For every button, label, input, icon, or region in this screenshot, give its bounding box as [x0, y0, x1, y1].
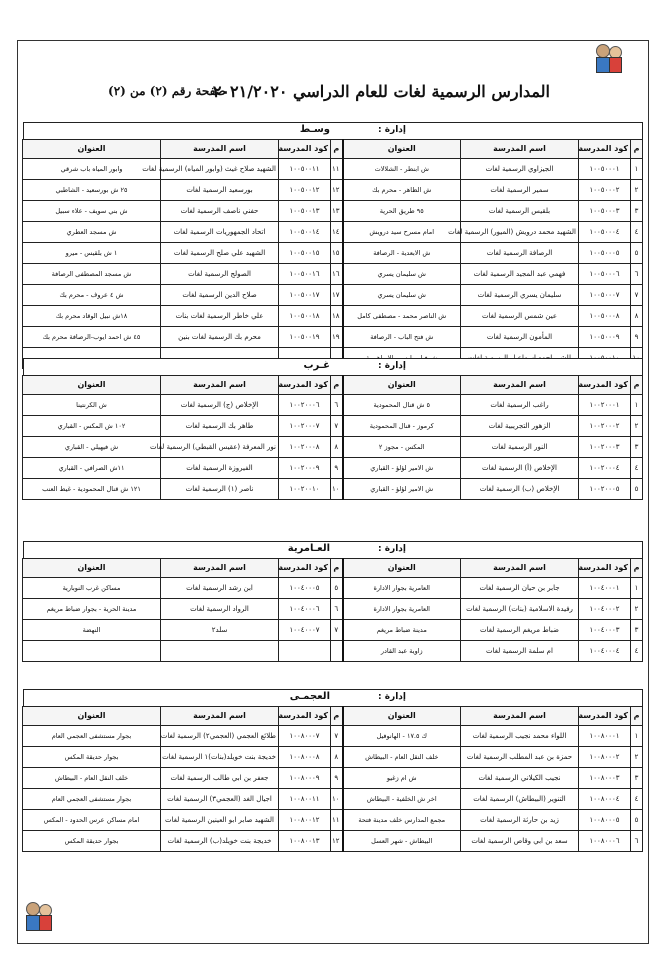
- cell-address: العامرية بجوار الادارة: [343, 599, 461, 620]
- cell-num: ٥: [331, 578, 343, 599]
- cell-code: ١٠٠٥٠٠١٧: [279, 285, 331, 306]
- section-2: [23, 358, 643, 500]
- cell-school-name: الإخلاص (ب) الرسمية لغات: [461, 479, 579, 500]
- column-header-school: اسم المدرسة: [161, 707, 279, 726]
- cell-address: ش ٤ عروف - محرم بك: [23, 285, 161, 306]
- cell-address: ش الكرنتينا: [23, 395, 161, 416]
- column-header-address: العنوان: [343, 376, 461, 395]
- cell-code: ١٠٠٢٠٠٠١: [579, 395, 631, 416]
- cell-address: ش فتح الباب - الرصافة: [343, 327, 461, 348]
- cell-num: ١: [631, 578, 643, 599]
- cell-code: ١٠٠٨٠٠٠٨: [279, 747, 331, 768]
- cell-address: ١٠٢ ش المكس - القباري: [23, 416, 161, 437]
- table-row: [23, 201, 643, 222]
- cell-school-name: الشهيد صابر ابو العينين الرسمية لغات: [161, 810, 279, 831]
- table-row: [23, 159, 643, 180]
- column-header-school: اسم المدرسة: [161, 140, 279, 159]
- cell-school-name: نور المعرفة (عقيس القبطي) الرسمية لغات: [161, 437, 279, 458]
- cell-school-name: التنوير (البيطاش) الرسمية لغات: [461, 789, 579, 810]
- cell-code: ١٠٠٨٠٠٠٢: [579, 747, 631, 768]
- cell-code: ١٠٠٥٠٠١١: [279, 159, 331, 180]
- cell-code: ١٠٠٢٠٠٠٨: [279, 437, 331, 458]
- cell-school-name: الإخلاص (ج) الرسمية لغات: [161, 395, 279, 416]
- cell-num: ١٤: [331, 222, 343, 243]
- cell-code: ١٠٠٤٠٠٠٦: [279, 599, 331, 620]
- column-header-m: م: [631, 376, 643, 395]
- cell-school-name: الرصافة الرسمية لغات: [461, 243, 579, 264]
- cell-num: ٧: [331, 416, 343, 437]
- table-row: [23, 180, 643, 201]
- cell-num: ٦: [631, 831, 643, 852]
- cell-school-name: سليمان يسري الرسمية لغات: [461, 285, 579, 306]
- table-row: [23, 768, 643, 789]
- cell-num: ١٨: [331, 306, 343, 327]
- column-header-code: كود المدرسة: [579, 707, 631, 726]
- section-1: [23, 122, 643, 369]
- cell-address: ١ ش بلقيس - ميرو: [23, 243, 161, 264]
- cell-code: ١٠٠٢٠٠٠٤: [579, 458, 631, 479]
- cell-code: ١٠٠٢٠٠٠٣: [579, 437, 631, 458]
- column-header-address: العنوان: [23, 707, 161, 726]
- table-row: [23, 641, 643, 662]
- cell-num: ٥: [631, 810, 643, 831]
- cell-code: ١٠٠٥٠٠١٦: [279, 264, 331, 285]
- cell-address: ١١ش الصرافي - القباري: [23, 458, 161, 479]
- table-row: [23, 437, 643, 458]
- cell-school-name: زيد بن حارثة الرسمية لغات: [461, 810, 579, 831]
- table-row: [23, 620, 643, 641]
- cell-code: ١٠٠٥٠٠٠٣: [579, 201, 631, 222]
- cell-school-name: ابن رشد الرسمية لغات: [161, 578, 279, 599]
- cell-num: ٧: [331, 620, 343, 641]
- cell-school-name: جعفر بن ابي طالب الرسمية لغات: [161, 768, 279, 789]
- cell-address: ش فيهيلي - القباري: [23, 437, 161, 458]
- column-header-m: م: [331, 559, 343, 578]
- column-header-school: اسم المدرسة: [461, 707, 579, 726]
- cell-address: كرموز - قنال المحمودية: [343, 416, 461, 437]
- column-header-school: اسم المدرسة: [461, 140, 579, 159]
- table-row: [23, 264, 643, 285]
- cell-num: ٣: [631, 201, 643, 222]
- page-title: المدارس الرسمية لغات للعام الدراسي ٢٠٢١/٢٠٢٠: [212, 82, 550, 101]
- cell-num: ٩: [631, 327, 643, 348]
- school-logo-top: [592, 42, 626, 78]
- cell-school-name: طلائع العجمي (العجمي٢) الرسمية لغات: [161, 726, 279, 747]
- cell-num: ١٧: [331, 285, 343, 306]
- cell-address: مجمع المدارس خلف مدينة فتحة: [343, 810, 461, 831]
- table-row: [23, 747, 643, 768]
- cell-num: ١: [631, 159, 643, 180]
- cell-school-name: رفيدة الاسلامية (بنات) الرسمية لغات: [461, 599, 579, 620]
- header-row: [23, 140, 643, 159]
- column-header-address: العنوان: [343, 559, 461, 578]
- table-row: [23, 222, 643, 243]
- cell-school-name: اللواء محمد نجيب الرسمية لغات: [461, 726, 579, 747]
- cell-num: ٨: [631, 306, 643, 327]
- cell-address: النهضة: [23, 620, 161, 641]
- section-header: [23, 122, 643, 139]
- cell-num: ٢: [631, 180, 643, 201]
- cell-address: ش ام زغيو: [343, 768, 461, 789]
- idara-name: غـرب: [303, 360, 330, 371]
- cell-code: ١٠٠٥٠٠٠٩: [579, 327, 631, 348]
- cell-code: ١٠٠٤٠٠٠٣: [579, 620, 631, 641]
- idara-name: العجمـى: [289, 691, 330, 702]
- cell-address: خلف النقل العام - البيطاش: [343, 747, 461, 768]
- cell-code: ١٠٠٥٠٠٠٢: [579, 180, 631, 201]
- cell-address: المكس - مجوز ٢: [343, 437, 461, 458]
- section-header: [23, 358, 643, 375]
- cell-code: ١٠٠٥٠٠١٨: [279, 306, 331, 327]
- cell-code: ١٠٠٨٠٠٠٧: [279, 726, 331, 747]
- cell-num: [331, 641, 343, 662]
- schools-table: [22, 139, 643, 369]
- cell-num: ٦: [331, 395, 343, 416]
- section-4: [23, 689, 643, 852]
- cell-address: امام مساكن عرس الحدود - المكس: [23, 810, 161, 831]
- cell-address: ك ١٧.٥ - الهانوفيل: [343, 726, 461, 747]
- table-row: [23, 599, 643, 620]
- section-header: [23, 689, 643, 706]
- column-header-m: م: [631, 140, 643, 159]
- cell-code: ١٠٠٥٠٠١٤: [279, 222, 331, 243]
- header-row: [23, 559, 643, 578]
- cell-num: ٢: [631, 747, 643, 768]
- cell-school-name: بلقيس الرسمية لغات: [461, 201, 579, 222]
- idara-label: إدارة :: [377, 692, 406, 702]
- cell-code: ١٠٠٥٠٠٠٨: [579, 306, 631, 327]
- cell-address: ٢٥ ش بورسعيد - الشاطبي: [23, 180, 161, 201]
- cell-address: اخر ش الخلفية - البيطاش: [343, 789, 461, 810]
- cell-num: ٣: [631, 620, 643, 641]
- cell-code: ١٠٠٨٠٠٠٤: [579, 789, 631, 810]
- cell-address: ش الظاهر - محرم بك: [343, 180, 461, 201]
- table-row: [23, 285, 643, 306]
- table-row: [23, 458, 643, 479]
- cell-school-name: الشهيد صلاح غيث (وابور المياه) الرسمية لغات: [161, 159, 279, 180]
- table-row: [23, 789, 643, 810]
- cell-school-name: المأمون الرسمية لغات: [461, 327, 579, 348]
- cell-num: ٤: [631, 458, 643, 479]
- cell-num: ١: [631, 726, 643, 747]
- cell-num: ١٠: [331, 789, 343, 810]
- cell-num: ٨: [331, 437, 343, 458]
- column-header-address: العنوان: [23, 140, 161, 159]
- school-logo-bottom: [22, 900, 56, 936]
- cell-address: ش ابنطر - الشلالات: [343, 159, 461, 180]
- cell-num: ٩: [331, 768, 343, 789]
- cell-school-name: عين شمس الرسمية لغات: [461, 306, 579, 327]
- table-row: [23, 395, 643, 416]
- cell-school-name: فهمي عبد المجيد الرسمية لغات: [461, 264, 579, 285]
- cell-address: ش سليمان يسري: [343, 285, 461, 306]
- cell-num: ٣: [631, 768, 643, 789]
- cell-code: ١٠٠٢٠٠٠٧: [279, 416, 331, 437]
- cell-num: ٣: [631, 437, 643, 458]
- cell-school-name: الجيزاوي الرسمية لغات: [461, 159, 579, 180]
- cell-code: ١٠٠٢٠٠٠٢: [579, 416, 631, 437]
- column-header-code: كود المدرسة: [279, 376, 331, 395]
- cell-num: ٥: [631, 479, 643, 500]
- cell-code: ١٠٠٤٠٠٠٧: [279, 620, 331, 641]
- cell-num: ١٢: [331, 831, 343, 852]
- cell-num: ٩: [331, 458, 343, 479]
- cell-school-name: حفني ناصف الرسمية لغات: [161, 201, 279, 222]
- cell-address: مساكن غرب النوبارية: [23, 578, 161, 599]
- cell-school-name: سعد بن ابي وقاص الرسمية لغات: [461, 831, 579, 852]
- cell-school-name: خديجة بنت خويلد(بنات)١ الرسمية لغات: [161, 747, 279, 768]
- cell-num: ١١: [331, 810, 343, 831]
- schools-table: [22, 375, 643, 500]
- column-header-m: م: [331, 707, 343, 726]
- cell-address: ش الابعدية - الرصافة: [343, 243, 461, 264]
- cell-code: ١٠٠٨٠٠١٣: [279, 831, 331, 852]
- cell-school-name: طاهر بك الرسمية لغات: [161, 416, 279, 437]
- cell-code: ١٠٠٥٠٠١٩: [279, 327, 331, 348]
- cell-school-name: علي خاطر الرسمية لغات بنات: [161, 306, 279, 327]
- cell-num: ١٠: [331, 479, 343, 500]
- cell-num: ٢: [631, 599, 643, 620]
- column-header-address: العنوان: [343, 140, 461, 159]
- column-header-school: اسم المدرسة: [161, 559, 279, 578]
- column-header-code: كود المدرسة: [579, 559, 631, 578]
- cell-code: ١٠٠٥٠٠٠١: [579, 159, 631, 180]
- idara-label: إدارة :: [377, 361, 406, 371]
- column-header-m: م: [631, 559, 643, 578]
- schools-table: [22, 558, 643, 662]
- cell-code: ١٠٠٨٠٠١١: [279, 789, 331, 810]
- cell-address: ٩٥ طريق الحرية: [343, 201, 461, 222]
- cell-school-name: جابر بن حيان الرسمية لغات: [461, 578, 579, 599]
- cell-code: ١٠٠٥٠٠١٥: [279, 243, 331, 264]
- cell-address: مدينة الحرية - بجوار ضباط مريغم: [23, 599, 161, 620]
- column-header-school: اسم المدرسة: [461, 376, 579, 395]
- cell-num: ١٢: [331, 180, 343, 201]
- cell-address: ش سليمان يسري: [343, 264, 461, 285]
- column-header-m: م: [331, 140, 343, 159]
- cell-code: ١٠٠٤٠٠٠٥: [279, 578, 331, 599]
- idara-name: العـامرية: [287, 543, 330, 554]
- cell-code: ١٠٠٨٠٠٠٣: [579, 768, 631, 789]
- cell-school-name: الزهور التجريبية لغات: [461, 416, 579, 437]
- cell-code: ١٠٠٥٠٠١٣: [279, 201, 331, 222]
- cell-num: ٨: [331, 747, 343, 768]
- cell-address: ١٢١ ش قنال المحمودية - غيط العنب: [23, 479, 161, 500]
- idara-label: إدارة :: [377, 125, 406, 135]
- schools-table: [22, 706, 643, 852]
- header-row: [23, 707, 643, 726]
- cell-address: زاوية عبد القادر: [343, 641, 461, 662]
- cell-school-name: الرواد الرسمية لغات: [161, 599, 279, 620]
- cell-code: ١٠٠٨٠٠٠٩: [279, 768, 331, 789]
- column-header-address: العنوان: [23, 376, 161, 395]
- cell-school-name: بورسعيد الرسمية لغات: [161, 180, 279, 201]
- cell-code: ١٠٠٨٠٠١٢: [279, 810, 331, 831]
- cell-address: ٤٥ ش احمد ايوب-الرصافة محرم بك: [23, 327, 161, 348]
- cell-num: ٦: [331, 599, 343, 620]
- cell-num: ٢: [631, 416, 643, 437]
- cell-address: ش مسجد المصطفى الرصافة: [23, 264, 161, 285]
- cell-address: بجوار مستشفى العجمي العام: [23, 726, 161, 747]
- table-row: [23, 831, 643, 852]
- cell-school-name: الإخلاص (أ) الرسمية لغات: [461, 458, 579, 479]
- cell-school-name: خديجة بنت خويلد(ب) الرسمية لغات: [161, 831, 279, 852]
- cell-code: ١٠٠٨٠٠٠١: [579, 726, 631, 747]
- cell-num: ٦: [631, 264, 643, 285]
- column-header-code: كود المدرسة: [579, 140, 631, 159]
- cell-address: امام مسرح سيد درويش: [343, 222, 461, 243]
- cell-address: وابور المياه باب شرقي: [23, 159, 161, 180]
- cell-code: [279, 641, 331, 662]
- cell-school-name: حمزة بن عبد المطلب الرسمية لغات: [461, 747, 579, 768]
- column-header-m: م: [631, 707, 643, 726]
- column-header-code: كود المدرسة: [279, 707, 331, 726]
- cell-code: ١٠٠٥٠٠٠٦: [579, 264, 631, 285]
- table-row: [23, 578, 643, 599]
- cell-num: ٤: [631, 789, 643, 810]
- table-row: [23, 243, 643, 264]
- cell-school-name: نجيب الكيلاني الرسمية لغات: [461, 768, 579, 789]
- cell-address: ش الناصر محمد - مصطفى كامل: [343, 306, 461, 327]
- header-row: [23, 376, 643, 395]
- cell-num: ٥: [631, 243, 643, 264]
- cell-address: ش مسجد العطري: [23, 222, 161, 243]
- section-header: [23, 541, 643, 558]
- cell-school-name: راغب الرسمية لغات: [461, 395, 579, 416]
- idara-name: وسـط: [299, 124, 330, 135]
- cell-code: ١٠٠٤٠٠٠٤: [579, 641, 631, 662]
- table-row: [23, 416, 643, 437]
- column-header-code: كود المدرسة: [279, 559, 331, 578]
- section-3: [23, 541, 643, 662]
- cell-code: ١٠٠٢٠٠٠٥: [579, 479, 631, 500]
- cell-code: ١٠٠٨٠٠٠٥: [579, 810, 631, 831]
- column-header-school: اسم المدرسة: [161, 376, 279, 395]
- cell-num: ٧: [331, 726, 343, 747]
- column-header-m: م: [331, 376, 343, 395]
- cell-school-name: محرم بك الرسمية لغات بنين: [161, 327, 279, 348]
- cell-school-name: النور الرسمية لغات: [461, 437, 579, 458]
- cell-code: ١٠٠٥٠٠٠٥: [579, 243, 631, 264]
- cell-address: بجوار حديقة المكس: [23, 831, 161, 852]
- cell-num: ٤: [631, 222, 643, 243]
- cell-school-name: ام سلمة الرسمية لغات: [461, 641, 579, 662]
- cell-school-name: صلاح الدين الرسمية لغات: [161, 285, 279, 306]
- cell-address: ش بني سويف - علاء سبيل: [23, 201, 161, 222]
- cell-school-name: سمير الرسمية لغات: [461, 180, 579, 201]
- cell-code: ١٠٠٥٠٠٠٤: [579, 222, 631, 243]
- cell-code: ١٠٠٤٠٠٠١: [579, 578, 631, 599]
- cell-school-name: الشهيد محمد درويش (الميور) الرسمية لغات: [461, 222, 579, 243]
- cell-address: ش الامير لؤلؤ - القباري: [343, 479, 461, 500]
- cell-address: مدينة ضباط مريغم: [343, 620, 461, 641]
- column-header-address: العنوان: [23, 559, 161, 578]
- cell-num: ١٥: [331, 243, 343, 264]
- cell-address: العامرية بجوار الادارة: [343, 578, 461, 599]
- cell-address: بجوار مستشفى العجمي العام: [23, 789, 161, 810]
- column-header-school: اسم المدرسة: [461, 559, 579, 578]
- cell-address: خلف النقل العام - البيطاش: [23, 768, 161, 789]
- page-number: صفحة رقم (٢) من (٢): [108, 84, 226, 98]
- cell-num: ٧: [631, 285, 643, 306]
- table-row: [23, 726, 643, 747]
- column-header-code: كود المدرسة: [279, 140, 331, 159]
- cell-code: ١٠٠٢٠٠٠٩: [279, 458, 331, 479]
- table-row: [23, 306, 643, 327]
- cell-address: بجوار حديقة المكس: [23, 747, 161, 768]
- cell-num: ١١: [331, 159, 343, 180]
- cell-school-name: الصولج الرسمية لغات: [161, 264, 279, 285]
- cell-school-name: الشهيد علي صلح الرسمية لغات: [161, 243, 279, 264]
- cell-address: البيطاش - شهر العسل: [343, 831, 461, 852]
- cell-school-name: [161, 641, 279, 662]
- cell-code: ١٠٠٥٠٠٠٧: [579, 285, 631, 306]
- cell-address: ١٨ش نبيل الوقاد محرم بك: [23, 306, 161, 327]
- cell-address: [23, 641, 161, 662]
- table-row: [23, 810, 643, 831]
- table-row: [23, 479, 643, 500]
- cell-num: ١٣: [331, 201, 343, 222]
- cell-num: ١٩: [331, 327, 343, 348]
- cell-num: ١٦: [331, 264, 343, 285]
- cell-code: ١٠٠٥٠٠١٢: [279, 180, 331, 201]
- cell-code: ١٠٠٨٠٠٠٦: [579, 831, 631, 852]
- cell-school-name: سلد٢: [161, 620, 279, 641]
- cell-school-name: ضباط مريغم الرسمية لغات: [461, 620, 579, 641]
- idara-label: إدارة :: [377, 544, 406, 554]
- table-row: [23, 327, 643, 348]
- cell-code: ١٠٠٤٠٠٠٢: [579, 599, 631, 620]
- cell-num: ٤: [631, 641, 643, 662]
- column-header-address: العنوان: [343, 707, 461, 726]
- cell-school-name: اتحاد الجمهوريات الرسمية لغات: [161, 222, 279, 243]
- cell-num: ١: [631, 395, 643, 416]
- cell-address: ٥ ش قنال المحمودية: [343, 395, 461, 416]
- cell-code: ١٠٠٢٠٠٠٦: [279, 395, 331, 416]
- cell-code: ١٠٠٢٠٠١٠: [279, 479, 331, 500]
- cell-school-name: اجيال الغد (العجمي٣) الرسمية لغات: [161, 789, 279, 810]
- column-header-code: كود المدرسة: [579, 376, 631, 395]
- cell-address: ش الامير لؤلؤ - القباري: [343, 458, 461, 479]
- cell-school-name: ناصر (١) الرسمية لغات: [161, 479, 279, 500]
- cell-school-name: الفيروزة الرسمية لغات: [161, 458, 279, 479]
